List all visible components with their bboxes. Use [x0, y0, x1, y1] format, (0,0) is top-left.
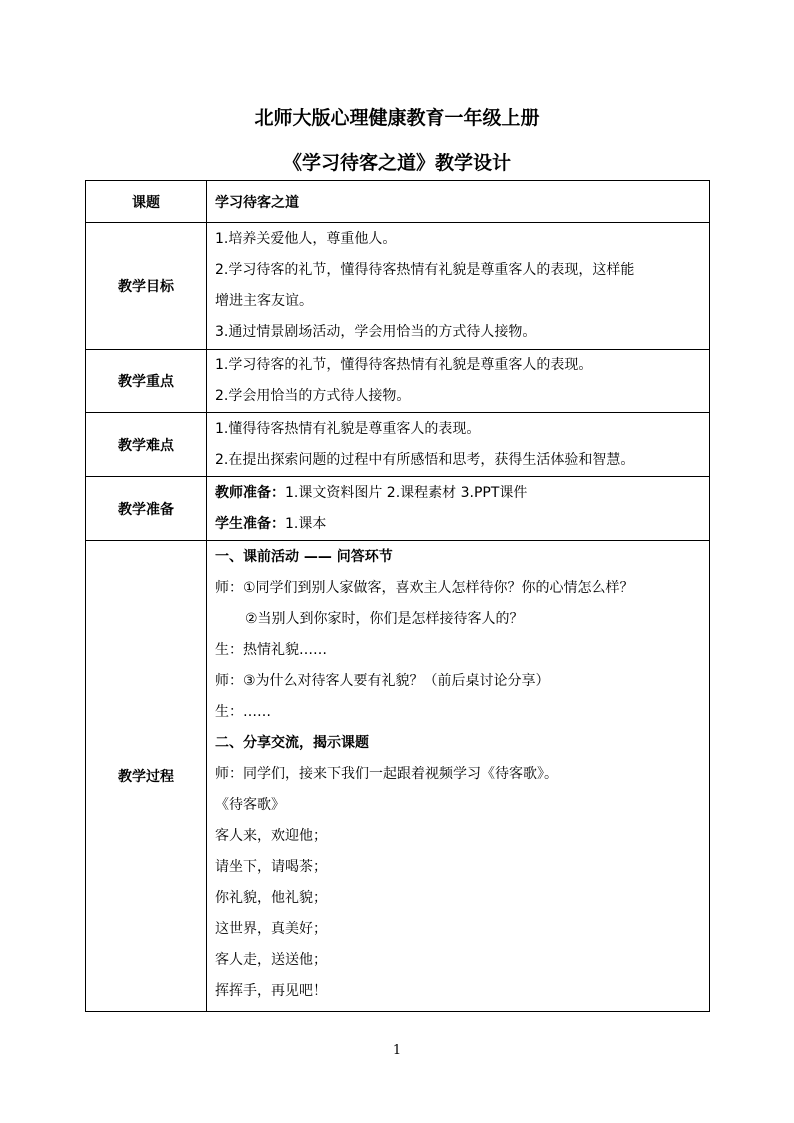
teacher-preparation — [215, 478, 703, 509]
student-preparation-value: 1.课本 — [285, 515, 327, 532]
process-line: 师：①同学们到别人家做客，喜欢主人怎样待你？你的心情怎么样？ — [215, 580, 634, 596]
process-line: 生：…… — [215, 704, 271, 720]
goal-line: 增进主客友谊。 — [215, 293, 313, 309]
goal-line: 2.学习待客的礼节，懂得待客热情有礼貌是尊重客人的表现，这样能 — [215, 262, 635, 278]
label-topic: 课题 — [86, 181, 207, 223]
song-line: 请坐下，请喝茶； — [215, 859, 327, 875]
difficulty-line: 2.在提出探索问题的过程中有所感悟和思考，获得生活体验和智慧。 — [215, 451, 635, 468]
row-difficulties — [86, 413, 710, 477]
section-heading: 一、课前活动 —— 问答环节 — [215, 549, 393, 565]
song-title: 《待客歌》 — [215, 797, 285, 813]
document-subtitle: 《学习待客之道》教学设计 — [282, 152, 511, 174]
process-line: ②当别人到你家时，你们是怎样接待客人的？ — [245, 611, 524, 627]
process-line: 师：③为什么对待客人要有礼貌？（前后桌讨论分享） — [215, 673, 550, 689]
song-line: 客人走，送送他； — [215, 952, 327, 968]
song-line: 挥挥手，再见吧！ — [215, 983, 327, 999]
lesson-plan-table — [85, 180, 710, 1012]
row-goals — [86, 223, 710, 350]
teacher-preparation-label: 教师准备： — [215, 484, 285, 501]
value-difficulties — [207, 413, 710, 477]
document-title: 北师大版心理健康教育一年级上册 — [254, 107, 540, 129]
section-heading: 二、分享交流，揭示课题 — [215, 735, 369, 751]
page-number: 1 — [392, 1043, 402, 1058]
label-process: 教学过程 — [86, 541, 207, 1012]
label-difficulties: 教学难点 — [86, 413, 207, 477]
row-process — [86, 541, 710, 1012]
process-line: 师：同学们，接来下我们一起跟着视频学习《待客歌》。 — [215, 766, 558, 782]
process-line: 生：热情礼貌…… — [215, 642, 327, 658]
label-key-points: 教学重点 — [86, 350, 207, 413]
song-line: 客人来，欢迎他； — [215, 828, 327, 844]
key-point-line: 1.学习待客的礼节，懂得待客热情有礼貌是尊重客人的表现。 — [215, 357, 593, 373]
goal-line: 3.通过情景剧场活动，学会用恰当的方式待人接物。 — [215, 324, 537, 340]
value-process — [207, 541, 710, 1012]
row-preparation — [86, 477, 710, 541]
student-preparation-label: 学生准备： — [215, 515, 285, 532]
difficulty-line: 1.懂得待客热情有礼貌是尊重客人的表现。 — [215, 420, 481, 437]
row-key-points — [86, 350, 710, 413]
student-preparation — [215, 509, 703, 540]
value-key-points — [207, 350, 710, 413]
value-goals — [207, 223, 710, 350]
label-preparation: 教学准备 — [86, 477, 207, 541]
teacher-preparation-value: 1.课文资料图片 2.课程素材 3.PPT课件 — [285, 484, 528, 501]
value-topic: 学习待客之道 — [207, 181, 710, 223]
key-point-line: 2.学会用恰当的方式待人接物。 — [215, 388, 411, 404]
value-preparation — [207, 477, 710, 541]
goal-line: 1.培养关爱他人，尊重他人。 — [215, 231, 397, 247]
label-goals: 教学目标 — [86, 223, 207, 350]
row-topic — [86, 181, 710, 223]
song-line: 这世界，真美好； — [215, 921, 327, 937]
song-line: 你礼貌，他礼貌； — [215, 890, 327, 906]
